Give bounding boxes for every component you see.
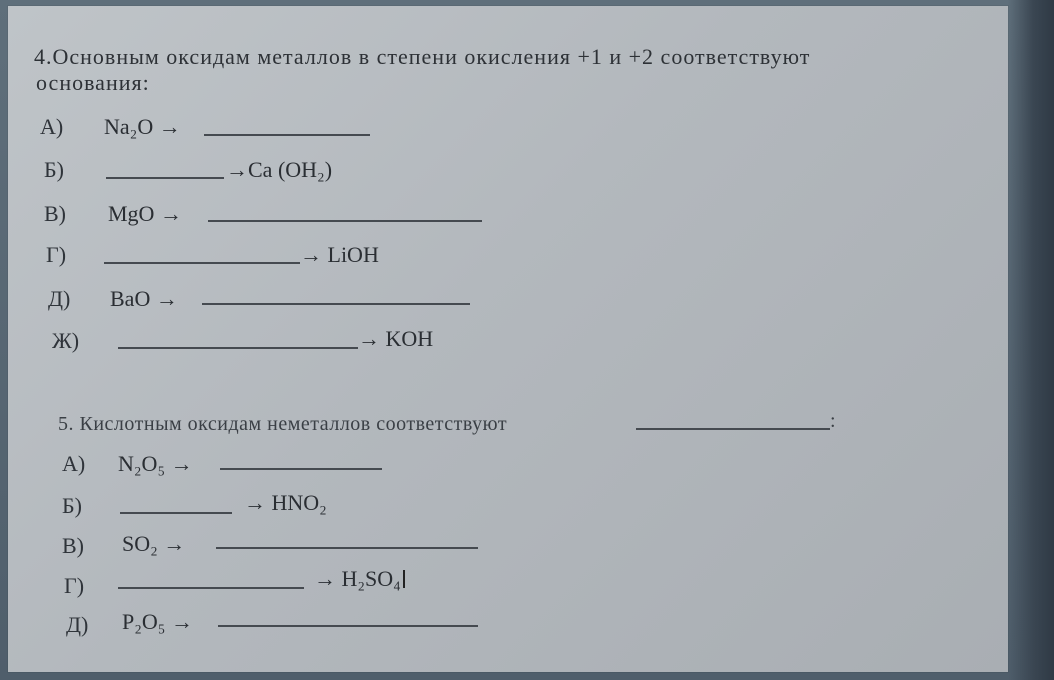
q5-item-b-formula: → HNO₂ [244,490,327,515]
q4-item-g-label: Г) [46,242,67,267]
q4-item-v-formula: MgO → [108,201,182,226]
q4-item-a-answer-line[interactable] [204,134,370,136]
page-edge-shadow [1008,0,1054,680]
q4-item-g-formula: → LiOH [300,242,379,267]
text-cursor [403,570,405,588]
question-5-title-answer-line[interactable] [636,428,830,430]
q4-item-b-label: Б) [44,157,64,182]
q4-item-v-label: В) [44,201,66,226]
q4-item-b-answer-line[interactable] [106,177,224,179]
q4-item-b-formula: →Ca (OH₂) [226,157,333,182]
question-5-title: 5. Кислотным оксидам неметаллов соответствуют [58,413,508,435]
q4-item-v-answer-line[interactable] [208,220,482,222]
question-5-title-colon: : [830,410,837,432]
q5-item-v-formula: SO₂ → [122,531,186,556]
q5-item-d-label: Д) [66,612,89,637]
q4-item-d-answer-line[interactable] [202,303,470,305]
q4-item-zh-answer-line[interactable] [118,347,358,349]
q5-item-g-label: Г) [64,573,85,598]
q4-item-a-label: А) [40,114,64,139]
q5-item-d-formula: P₂O₅ → [122,609,193,634]
q5-item-a-formula: N₂O₅ → [118,451,193,476]
q5-item-a-answer-line[interactable] [220,468,382,470]
q5-item-g-formula: → H₂SO₄ [314,566,405,592]
q5-item-b-label: Б) [62,493,82,518]
q4-item-a-formula: Na₂O → [104,114,181,139]
q4-item-g-answer-line[interactable] [104,262,300,264]
worksheet-page [8,6,1008,672]
q5-item-v-answer-line[interactable] [216,547,478,549]
q5-item-g-answer-line[interactable] [118,587,304,589]
q5-item-v-label: В) [62,533,84,558]
q5-item-b-answer-line[interactable] [120,512,232,514]
q5-item-a-label: А) [62,451,86,476]
question-4-title-line-2: основания: [36,70,150,95]
question-4-title-line-1: 4.Основным оксидам металлов в степени окисления +1 и +2 соответствуют [34,44,811,69]
q5-item-d-answer-line[interactable] [218,625,478,627]
q4-item-d-label: Д) [48,286,71,311]
q4-item-d-formula: BaO → [110,286,178,311]
q4-item-zh-formula: → KOH [358,326,434,351]
q4-item-zh-label: Ж) [52,328,80,353]
